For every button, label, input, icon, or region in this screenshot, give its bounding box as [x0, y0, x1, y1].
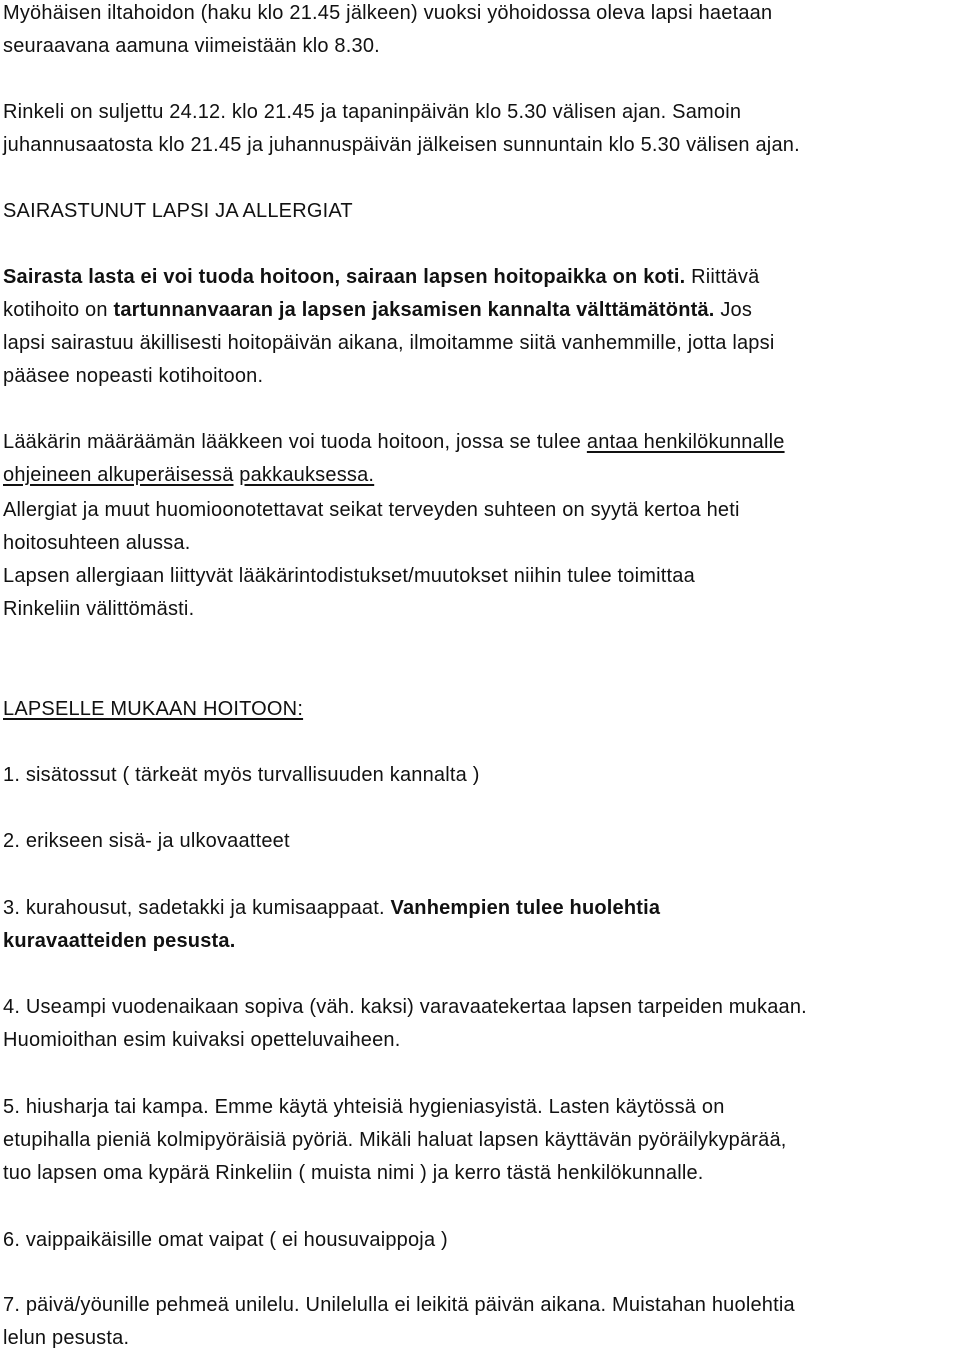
late-pickup-line-2: seuraavana aamuna viimeistään klo 8.30.	[3, 35, 380, 57]
closure-line-2: juhannusaatosta klo 21.45 ja juhannuspäivän jälkeisen sunnuntain klo 5.30 välisen ajan.	[3, 134, 800, 156]
list-item-4-line-2: Huomioithan esim kuivaksi opetteluvaiheen.	[3, 1029, 401, 1051]
allergies-line-1: Allergiat ja muut huomioonotettavat seikat terveyden suhteen on syytä kertoa heti	[3, 499, 740, 521]
sick-child-line-1	[3, 265, 759, 289]
list-item-4-line-1: 4. Useampi vuodenaikaan sopiva (väh. kaksi) varavaatekertaa lapsen tarpeiden mukaan.	[3, 996, 807, 1018]
closure-line-1: Rinkeli on suljettu 24.12. klo 21.45 ja tapaninpäivän klo 5.30 välisen ajan. Samoin	[3, 101, 742, 123]
medicine-line-1-head: Lääkärin määräämän lääkkeen voi tuoda hoitoon, jossa se tulee	[3, 431, 587, 453]
sick-child-line-2	[3, 298, 752, 322]
medicine-line-1	[3, 430, 785, 454]
section-heading-sick-child: SAIRASTUNUT LAPSI JA ALLERGIAT	[3, 200, 353, 222]
sick-child-line-4: pääsee nopeasti kotihoitoon.	[3, 365, 264, 387]
sick-child-line-3: lapsi sairastuu äkillisesti hoitopäivän aikana, ilmoitamme siitä vanhemmille, jotta lapsi	[3, 332, 775, 354]
medicine-underlined-text-2: ohjeineen alkuperäisessä	[3, 464, 234, 486]
list-item-3-line-2: kuravaatteiden pesusta.	[3, 930, 236, 952]
list-item-7-line-1: 7. päivä/yöunille pehmeä unilelu. Unilelulla ei leikitä päivän aikana. Muistahan huolehtia	[3, 1294, 795, 1316]
allergy-docs-line-2: Rinkeliin välittömästi.	[3, 598, 195, 620]
medicine-underlined-text-3: pakkauksessa.	[239, 464, 375, 486]
list-item-6: 6. vaippaikäisille omat vaipat ( ei housuvaippoja )	[3, 1229, 448, 1251]
list-item-3-bold-1: Vanhempien tulee huolehtia	[390, 897, 661, 919]
list-item-7-line-2: lelun pesusta.	[3, 1327, 130, 1349]
medicine-line-2	[3, 463, 374, 487]
list-item-5-line-3: tuo lapsen oma kypärä Rinkeliin ( muista nimi ) ja kerro tästä henkilökunnalle.	[3, 1162, 704, 1184]
late-pickup-line-1: Myöhäisen iltahoidon (haku klo 21.45 jälkeen) vuoksi yöhoidossa oleva lapsi haetaan	[3, 2, 773, 24]
allergies-line-2: hoitosuhteen alussa.	[3, 532, 191, 554]
medicine-underlined-text-1: antaa henkilökunnalle	[586, 431, 785, 453]
sick-child-line-1-tail: Riittävä	[685, 266, 760, 288]
list-item-5-line-2: etupihalla pieniä kolmipyöräisiä pyöriä. Mikäli haluat lapsen käyttävän pyöräilykypärää,	[3, 1129, 787, 1151]
allergy-docs-line-1: Lapsen allergiaan liittyvät lääkärintodistukset/muutokset niihin tulee toimittaa	[3, 565, 695, 587]
list-item-3-head: 3. kurahousut, sadetakki ja kumisaappaat.	[3, 897, 391, 919]
sick-child-bold-statement: Sairasta lasta ei voi tuoda hoitoon, sairaan lapsen hoitopaikka on koti.	[3, 266, 686, 288]
sick-child-line-2-tail: Jos	[714, 299, 753, 321]
list-item-5-line-1: 5. hiusharja tai kampa. Emme käytä yhteisiä hygieniasyistä. Lasten käytössä on	[3, 1096, 725, 1118]
list-item-3-line-1	[3, 896, 660, 920]
list-item-2: 2. erikseen sisä- ja ulkovaatteet	[3, 830, 290, 852]
sick-child-line-2-head: kotihoito on	[3, 299, 114, 321]
section-heading-bring: LAPSELLE MUKAAN HOITOON:	[3, 698, 304, 720]
sick-child-bold-reason: tartunnanvaaran ja lapsen jaksamisen kannalta välttämätöntä.	[113, 299, 715, 321]
list-item-1: 1. sisätossut ( tärkeät myös turvallisuuden kannalta )	[3, 764, 480, 786]
